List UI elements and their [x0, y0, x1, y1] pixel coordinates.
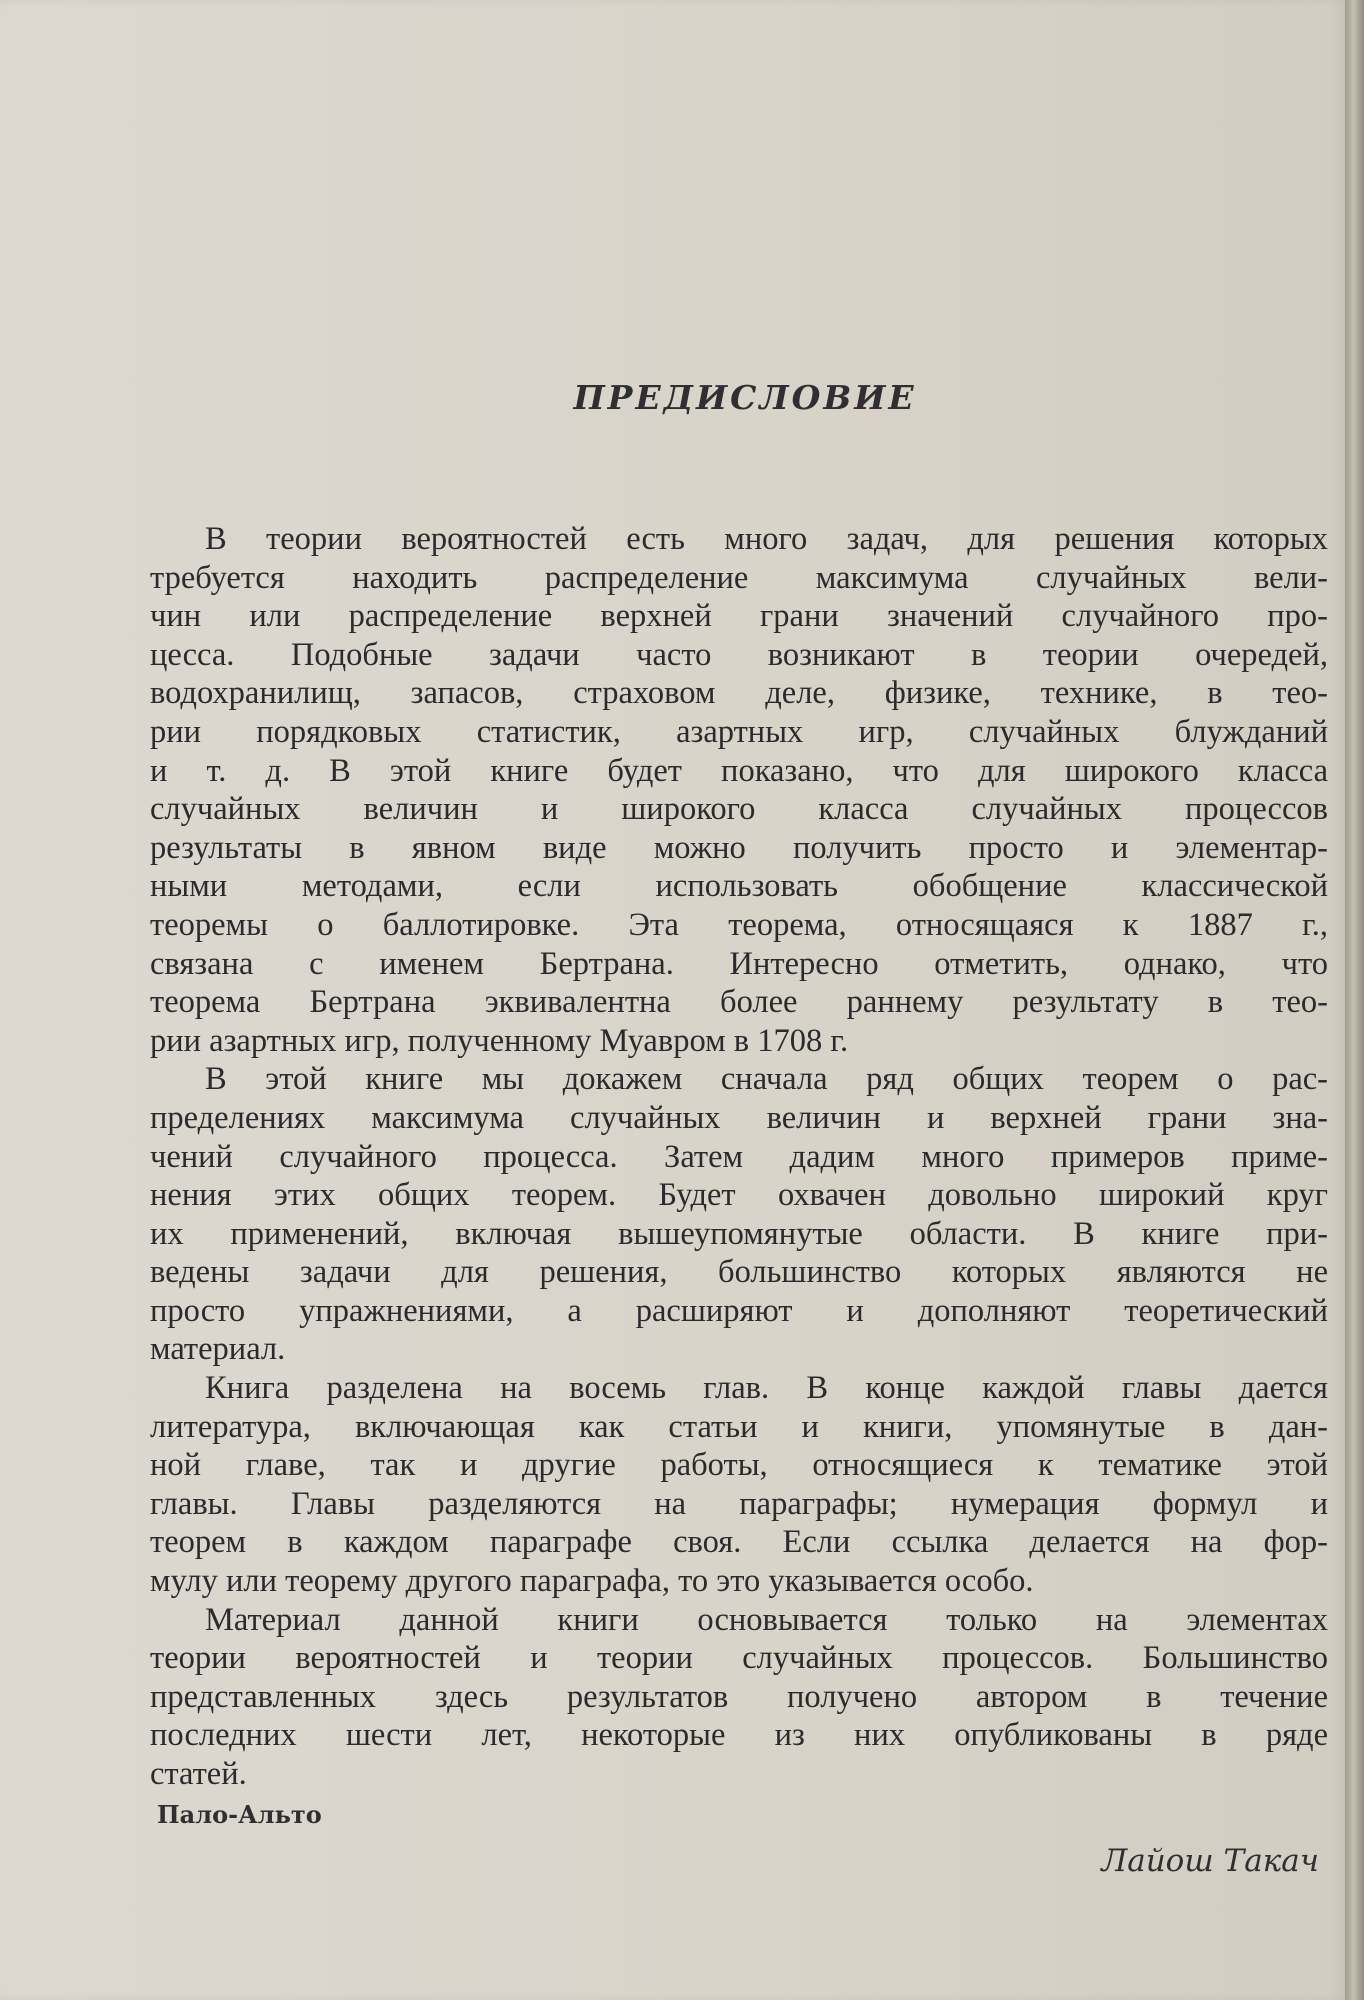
page-title: ПРЕДИСЛОВИЕ: [573, 378, 917, 417]
paragraph: [150, 1060, 1328, 1369]
text-line: теоремы о баллотировке. Эта теорема, относящаяся к 1887 г.,: [150, 906, 1328, 943]
text-line: Книга разделена на восемь глав. В конце каждой главы дается: [205, 1370, 1328, 1407]
text-line: рии азартных игр, полученному Муавром в 1708 г.: [150, 1022, 849, 1059]
text-line: литература, включающая как статьи и книги, упомянутые в дан-: [150, 1408, 1328, 1445]
text-line: результаты в явном виде можно получить просто и элементар-: [150, 829, 1328, 866]
text-line: их применений, включая вышеупомянутые области. В книге при-: [150, 1215, 1328, 1252]
text-line: нения этих общих теорем. Будет охвачен довольно широкий круг: [150, 1177, 1328, 1214]
text-line: связана с именем Бертрана. Интересно отметить, однако, что: [150, 945, 1328, 982]
text-line: теорема Бертрана эквивалентна более раннему результату в тео-: [150, 984, 1328, 1021]
text-line: пределениях максимума случайных величин и верхней грани зна-: [150, 1099, 1328, 1136]
text-line: Материал данной книги основывается только на элементах: [205, 1601, 1328, 1638]
text-line: рии порядковых статистик, азартных игр, случайных блужданий: [150, 713, 1328, 750]
text-line: В теории вероятностей есть много задач, для решения которых: [205, 521, 1328, 557]
paragraph: [150, 520, 1328, 1060]
author-signature: Лайош Такач: [1101, 1843, 1319, 1879]
preface-body: [150, 520, 1328, 1794]
text-line: мулу или теорему другого параграфа, то это указывается особо.: [150, 1563, 1034, 1600]
text-line: чин или распределение верхней грани значений случайного про-: [150, 598, 1328, 635]
text-line: последних шести лет, некоторые из них опубликованы в ряде: [150, 1717, 1328, 1754]
text-line: случайных величин и широкого класса случайных процессов: [150, 791, 1328, 828]
place-name: Пало-Альто: [157, 1800, 322, 1829]
text-line: В этой книге мы докажем сначала ряд общих теорем о рас-: [205, 1061, 1328, 1098]
text-line: теории вероятностей и теории случайных процессов. Большинство: [150, 1640, 1328, 1677]
text-line: цесса. Подобные задачи часто возникают в теории очередей,: [150, 636, 1328, 673]
paragraph: [150, 1601, 1328, 1794]
text-line: представленных здесь результатов получено автором в течение: [150, 1678, 1328, 1715]
text-line: теорем в каждом параграфе своя. Если ссылка делается на фор-: [150, 1524, 1328, 1561]
text-line: водохранилищ, запасов, страховом деле, физике, технике, в тео-: [150, 675, 1328, 712]
paragraph: [150, 1369, 1328, 1601]
text-line: и т. д. В этой книге будет показано, что для широкого класса: [150, 752, 1328, 789]
text-line: главы. Главы разделяются на параграфы; нумерация формул и: [150, 1485, 1328, 1522]
text-line: просто упражнениями, а расширяют и дополняют теоретический: [150, 1292, 1328, 1329]
text-line: материал.: [150, 1331, 286, 1368]
text-line: ной главе, так и другие работы, относящиеся к тематике этой: [150, 1447, 1328, 1484]
text-line: ведены задачи для решения, большинство которых являются не: [150, 1254, 1328, 1291]
text-line: статей.: [150, 1756, 247, 1792]
book-spine-edge: [1345, 0, 1364, 2000]
text-line: требуется находить распределение максимума случайных вели-: [150, 559, 1328, 596]
text-line: ными методами, если использовать обобщение классической: [150, 868, 1328, 905]
text-line: чений случайного процесса. Затем дадим много примеров приме-: [150, 1138, 1328, 1175]
